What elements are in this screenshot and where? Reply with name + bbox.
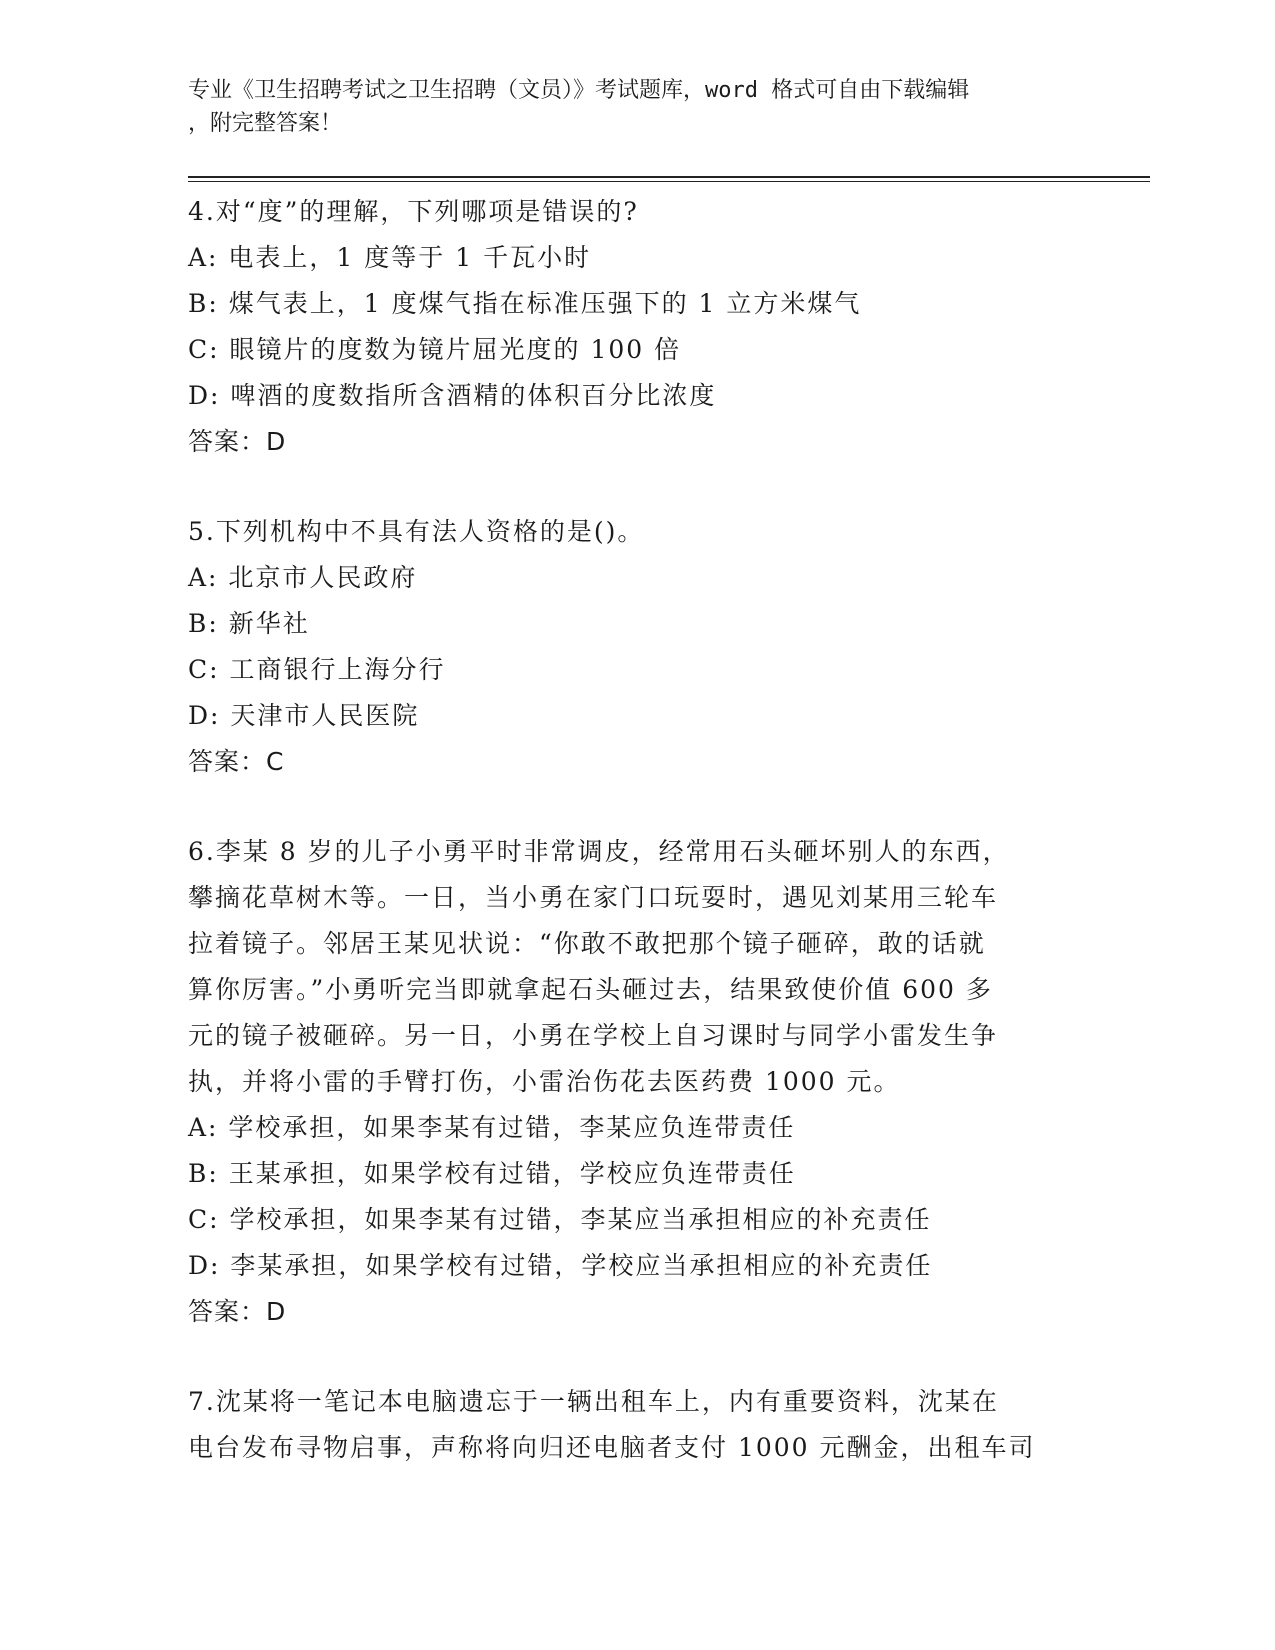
option-b: B: 煤气表上，1 度煤气指在标准压强下的 1 立方米煤气 xyxy=(188,289,862,318)
question-stem-line: 拉着镜子。邻居王某见状说：“你敢不敢把那个镜子砸碎，敢的话就 xyxy=(188,929,986,958)
question-stem-line: 电台发布寻物启事，声称将向归还电脑者支付 1000 元酬金，出租车司 xyxy=(188,1433,1036,1462)
question-stem-line: 攀摘花草树木等。一日，当小勇在家门口玩耍时，遇见刘某用三轮车 xyxy=(188,883,999,912)
option-c: C: 眼镜片的度数为镜片屈光度的 100 倍 xyxy=(188,335,682,364)
option-b: B: 王某承担，如果学校有过错，学校应负连带责任 xyxy=(188,1159,796,1188)
header-line-2: ，附完整答案！ xyxy=(188,111,343,136)
option-d: D: 天津市人民医院 xyxy=(188,701,420,730)
answer: 答案：D xyxy=(188,1297,287,1326)
answer: 答案：C xyxy=(188,747,285,776)
option-a: A: 北京市人民政府 xyxy=(188,563,418,592)
question-stem-line: 元的镜子被砸碎。另一日，小勇在学校上自习课时与同学小雷发生争 xyxy=(188,1021,999,1050)
document-header xyxy=(188,74,1068,140)
question-stem: 4.对“度”的理解，下列哪项是错误的? xyxy=(188,197,639,226)
answer: 答案：D xyxy=(188,427,287,456)
spacer xyxy=(188,785,1068,829)
option-a: A: 学校承担，如果李某有过错，李某应负连带责任 xyxy=(188,1113,796,1142)
option-a: A: 电表上，1 度等于 1 千瓦小时 xyxy=(188,243,592,272)
question-list xyxy=(188,189,1068,1471)
spacer xyxy=(188,1335,1068,1379)
question-stem-line: 算你厉害。”小勇听完当即就拿起石头砸过去，结果致使价值 600 多 xyxy=(188,975,993,1004)
question-7 xyxy=(188,1379,1068,1471)
option-c: C: 学校承担，如果李某有过错，李某应当承担相应的补充责任 xyxy=(188,1205,932,1234)
question-stem-line: 6.李某 8 岁的儿子小勇平时非常调皮，经常用石头砸坏别人的东西， xyxy=(188,837,1010,866)
question-stem: 5.下列机构中不具有法人资格的是()。 xyxy=(188,517,645,546)
question-stem-line: 执，并将小雷的手臂打伤，小雷治伤花去医药费 1000 元。 xyxy=(188,1067,901,1096)
question-5 xyxy=(188,509,1068,785)
option-d: D: 啤酒的度数指所含酒精的体积百分比浓度 xyxy=(188,381,717,410)
question-stem-line: 7.沈某将一笔记本电脑遗忘于一辆出租车上，内有重要资料，沈某在 xyxy=(188,1387,999,1416)
question-6 xyxy=(188,829,1068,1335)
spacer xyxy=(188,465,1068,509)
header-line-1: 专业《卫生招聘考试之卫生招聘（文员）》考试题库，word 格式可自由下载编辑 xyxy=(188,78,970,103)
option-d: D: 李某承担，如果学校有过错，学校应当承担相应的补充责任 xyxy=(188,1251,933,1280)
header-divider-thick xyxy=(188,176,1150,178)
question-4 xyxy=(188,189,1068,465)
option-c: C: 工商银行上海分行 xyxy=(188,655,446,684)
option-b: B: 新华社 xyxy=(188,609,310,638)
header-divider-thin xyxy=(188,181,1150,182)
